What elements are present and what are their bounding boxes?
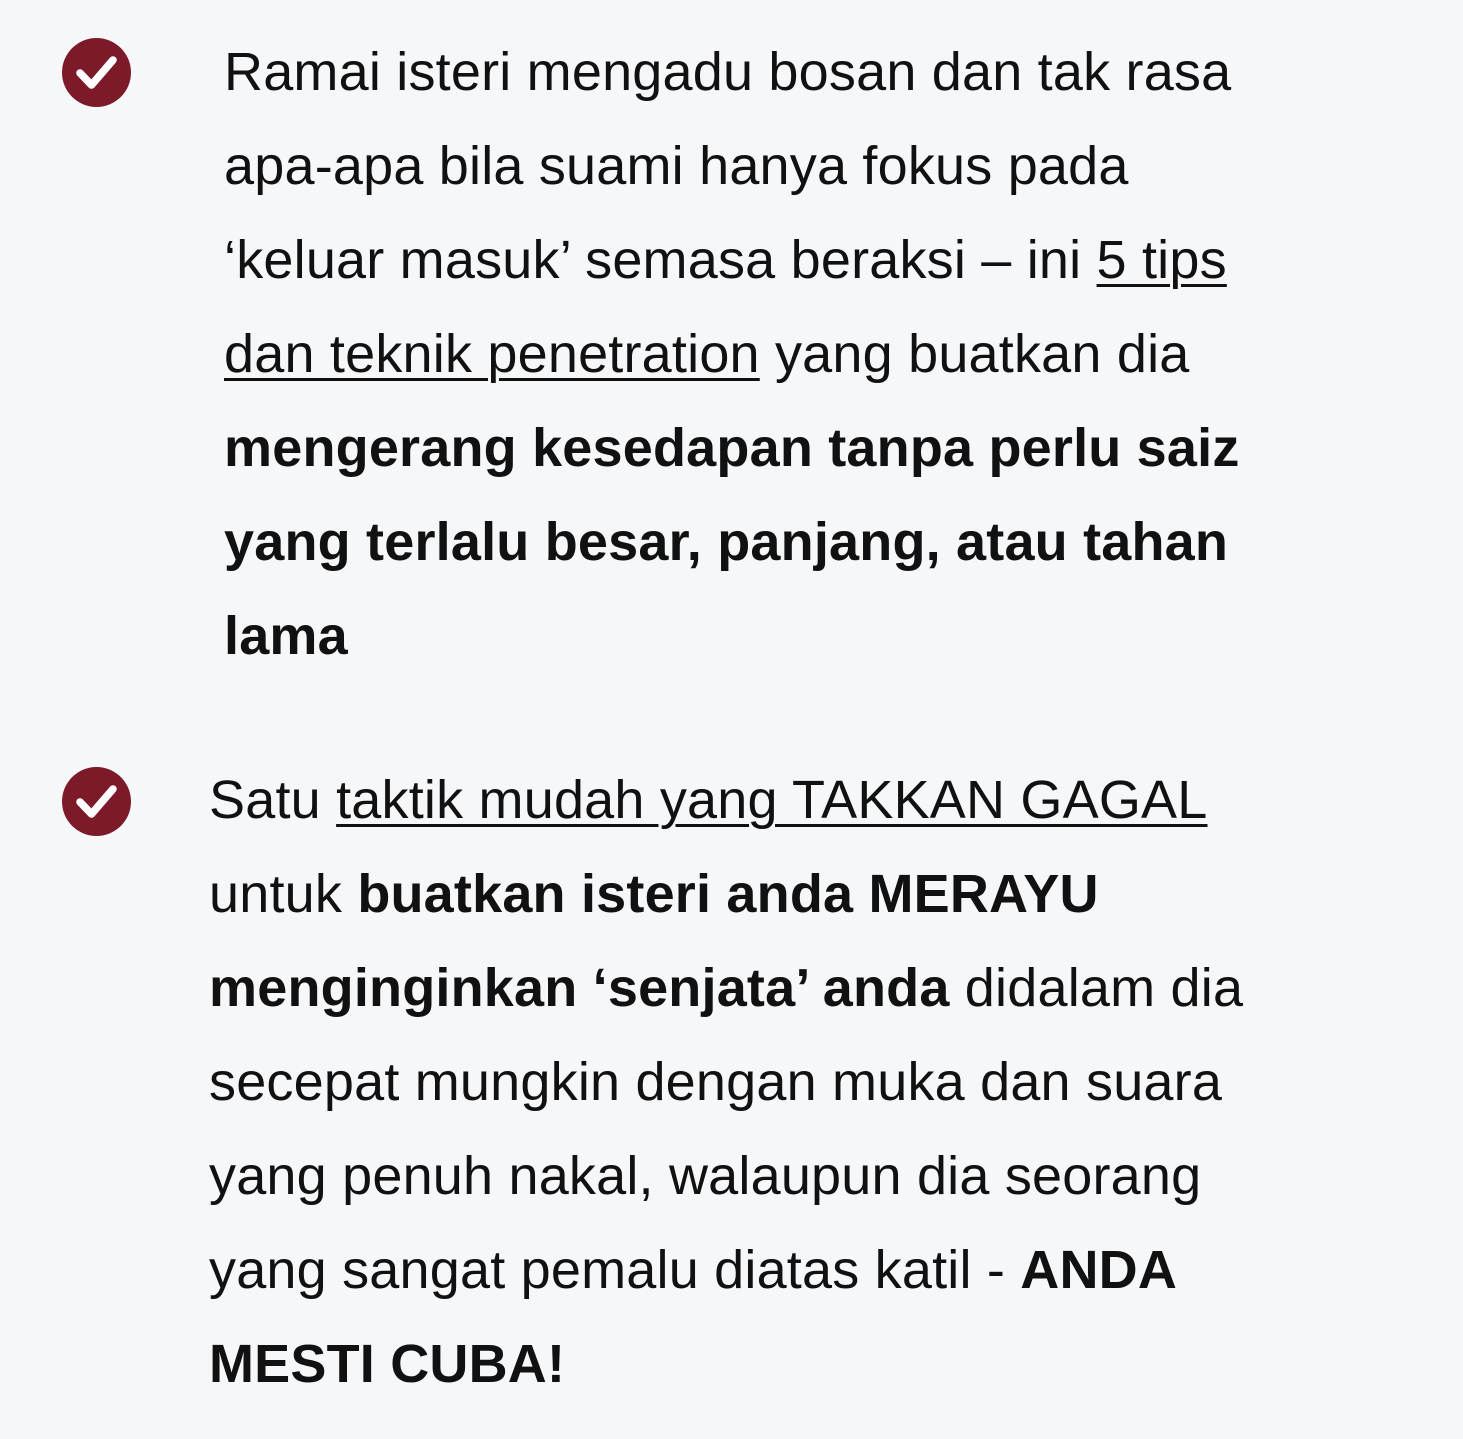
bold-text: ANDA bbox=[1020, 1240, 1178, 1300]
check-circle-icon bbox=[62, 38, 131, 107]
text-line bbox=[209, 1317, 1243, 1411]
check-circle-icon bbox=[62, 767, 131, 836]
text-line: secepat mungkin dengan muka dan suara bbox=[209, 1052, 1223, 1112]
text-line bbox=[224, 213, 1240, 307]
text-line bbox=[224, 401, 1240, 495]
plain-text: untuk bbox=[209, 864, 358, 924]
bold-text: mengerang kesedapan tanpa perlu saiz bbox=[224, 418, 1240, 478]
benefit-text bbox=[209, 753, 1243, 1411]
plain-text: didalam dia bbox=[949, 958, 1244, 1018]
bold-text: MESTI CUBA! bbox=[209, 1334, 566, 1394]
text-line: Ramai isteri mengadu bosan dan tak rasa bbox=[224, 42, 1232, 102]
plain-text: yang buatkan dia bbox=[759, 324, 1190, 384]
text-line bbox=[224, 307, 1240, 401]
text-line bbox=[224, 589, 1240, 683]
bold-text: menginginkan ‘senjata’ anda bbox=[209, 958, 950, 1018]
text-line bbox=[209, 753, 1243, 847]
plain-text: ‘keluar masuk’ semasa beraksi – ini bbox=[224, 230, 1097, 290]
tactic-link[interactable]: taktik mudah yang TAKKAN GAGAL bbox=[336, 770, 1208, 830]
bold-text: yang terlalu besar, panjang, atau tahan bbox=[224, 512, 1229, 572]
text-line bbox=[224, 495, 1240, 589]
bold-text: lama bbox=[224, 606, 348, 666]
plain-text: Satu bbox=[209, 770, 337, 830]
text-line bbox=[209, 847, 1243, 941]
text-line bbox=[209, 1223, 1243, 1317]
benefit-text bbox=[224, 25, 1240, 683]
tips-link-continued[interactable]: dan teknik penetration bbox=[224, 324, 760, 384]
text-line: yang penuh nakal, walaupun dia seorang bbox=[209, 1146, 1202, 1206]
text-line bbox=[209, 941, 1243, 1035]
text-line: apa-apa bila suami hanya fokus pada bbox=[224, 136, 1129, 196]
tips-link[interactable]: 5 tips bbox=[1096, 230, 1227, 290]
plain-text: yang sangat pemalu diatas katil - bbox=[209, 1240, 1021, 1300]
bold-text: buatkan isteri anda MERAYU bbox=[357, 864, 1099, 924]
